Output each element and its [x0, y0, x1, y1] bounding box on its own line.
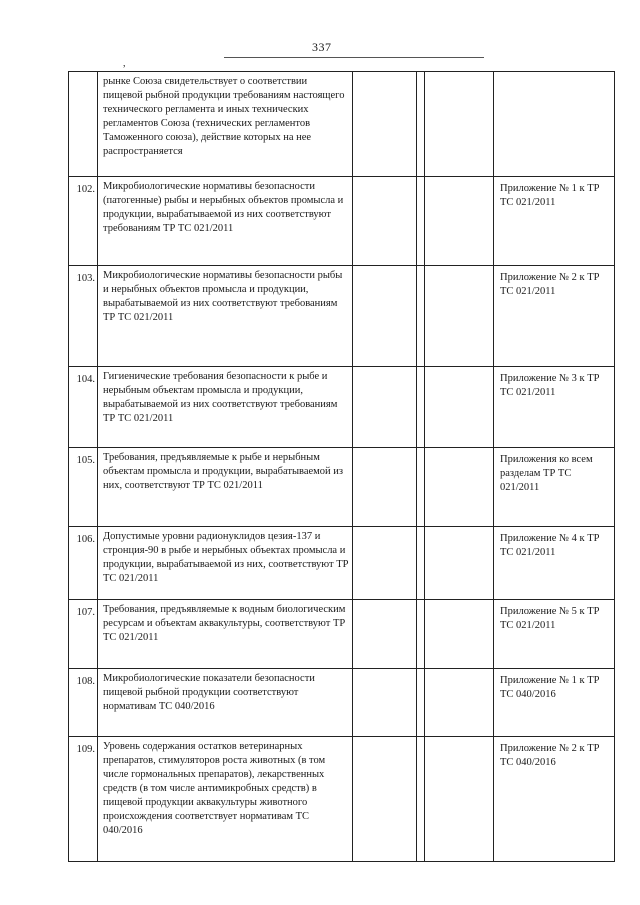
- answer-cell-na: [425, 266, 494, 367]
- table-row: [69, 527, 615, 600]
- reference-text: Приложения ко всем разделам ТР ТС 021/2011: [494, 448, 615, 527]
- reference-text: Приложение № 2 к ТР ТС 040/2016: [494, 737, 615, 862]
- answer-cell-yes: [353, 177, 417, 266]
- row-number: 106.: [69, 527, 98, 600]
- answer-cell-yes: [353, 72, 417, 177]
- answer-cell-no: [417, 600, 425, 669]
- reference-text: [494, 72, 615, 177]
- requirement-text: Микробиологические нормативы безопасности (патогенные) рыбы и нерыбных объектов промысла и продукции, вырабатываемой из них соответствуют требованиям ТР ТС 021/2011: [98, 177, 353, 266]
- answer-cell-na: [425, 448, 494, 527]
- answer-cell-yes: [353, 669, 417, 737]
- requirements-table: [68, 71, 615, 862]
- row-number: 105.: [69, 448, 98, 527]
- table-row: [69, 448, 615, 527]
- requirement-text: Допустимые уровни радионуклидов цезия-137 и стронция-90 в рыбе и нерыбных объектах промысла и продукции, вырабатываемой из них, соответствуют ТР ТС 021/2011: [98, 527, 353, 600]
- row-number: 103.: [69, 266, 98, 367]
- answer-cell-no: [417, 266, 425, 367]
- answer-cell-no: [417, 448, 425, 527]
- row-number: 107.: [69, 600, 98, 669]
- table-row: [69, 72, 615, 177]
- answer-cell-no: [417, 72, 425, 177]
- row-number: 108.: [69, 669, 98, 737]
- reference-text: Приложение № 1 к ТР ТС 040/2016: [494, 669, 615, 737]
- answer-cell-yes: [353, 266, 417, 367]
- answer-cell-na: [425, 72, 494, 177]
- reference-text: Приложение № 4 к ТР ТС 021/2011: [494, 527, 615, 600]
- page-number-rule: [224, 57, 484, 58]
- answer-cell-na: [425, 367, 494, 448]
- answer-cell-na: [425, 527, 494, 600]
- reference-text: Приложение № 5 к ТР ТС 021/2011: [494, 600, 615, 669]
- answer-cell-na: [425, 177, 494, 266]
- page-number: 337: [312, 40, 332, 54]
- answer-cell-no: [417, 177, 425, 266]
- answer-cell-na: [425, 600, 494, 669]
- reference-text: Приложение № 3 к ТР ТС 021/2011: [494, 367, 615, 448]
- answer-cell-no: [417, 669, 425, 737]
- requirement-text: Требования, предъявляемые к водным биологическим ресурсам и объектам аквакультуры, соответствуют ТР ТС 021/2011: [98, 600, 353, 669]
- reference-text: Приложение № 1 к ТР ТС 021/2011: [494, 177, 615, 266]
- table-row: [69, 266, 615, 367]
- stray-mark: ,: [123, 58, 126, 69]
- answer-cell-na: [425, 737, 494, 862]
- requirement-text: рынке Союза свидетельствует о соответствии пищевой рыбной продукции требованиям настоящего технического регламента и иных технических регламентов Союза (технических регламентов Таможенного союза), действие которых на нее распространяется: [98, 72, 353, 177]
- answer-cell-na: [425, 669, 494, 737]
- requirement-text: Уровень содержания остатков ветеринарных препаратов, стимуляторов роста животных (в том числе гормональных препаратов), лекарственных средств (в том числе антимикробных средств) в пищевой продукции аквакультуры животного происхождения соответствует нормативам ТС 040/2016: [98, 737, 353, 862]
- requirement-text: Микробиологические показатели безопасности пищевой рыбной продукции соответствуют нормативам ТС 040/2016: [98, 669, 353, 737]
- answer-cell-yes: [353, 737, 417, 862]
- requirement-text: Микробиологические нормативы безопасности рыбы и нерыбных объектов промысла и продукции, вырабатываемой из них соответствуют требованиям ТР ТС 021/2011: [98, 266, 353, 367]
- answer-cell-yes: [353, 600, 417, 669]
- requirement-text: Гигиенические требования безопасности к рыбе и нерыбным объектам промысла и продукции, вырабатываемой из них соответствуют требованиям ТР ТС 021/2011: [98, 367, 353, 448]
- requirement-text: Требования, предъявляемые к рыбе и нерыбным объектам промысла и продукции, вырабатываемой из них, соответствуют ТР ТС 021/2011: [98, 448, 353, 527]
- table-row: [69, 367, 615, 448]
- answer-cell-no: [417, 527, 425, 600]
- answer-cell-no: [417, 737, 425, 862]
- answer-cell-yes: [353, 527, 417, 600]
- table-row: [69, 737, 615, 862]
- table-row: [69, 669, 615, 737]
- row-number: 109.: [69, 737, 98, 862]
- row-number: 102.: [69, 177, 98, 266]
- answer-cell-yes: [353, 448, 417, 527]
- row-number: [69, 72, 98, 177]
- reference-text: Приложение № 2 к ТР ТС 021/2011: [494, 266, 615, 367]
- table-row: [69, 177, 615, 266]
- answer-cell-no: [417, 367, 425, 448]
- row-number: 104.: [69, 367, 98, 448]
- table-row: [69, 600, 615, 669]
- answer-cell-yes: [353, 367, 417, 448]
